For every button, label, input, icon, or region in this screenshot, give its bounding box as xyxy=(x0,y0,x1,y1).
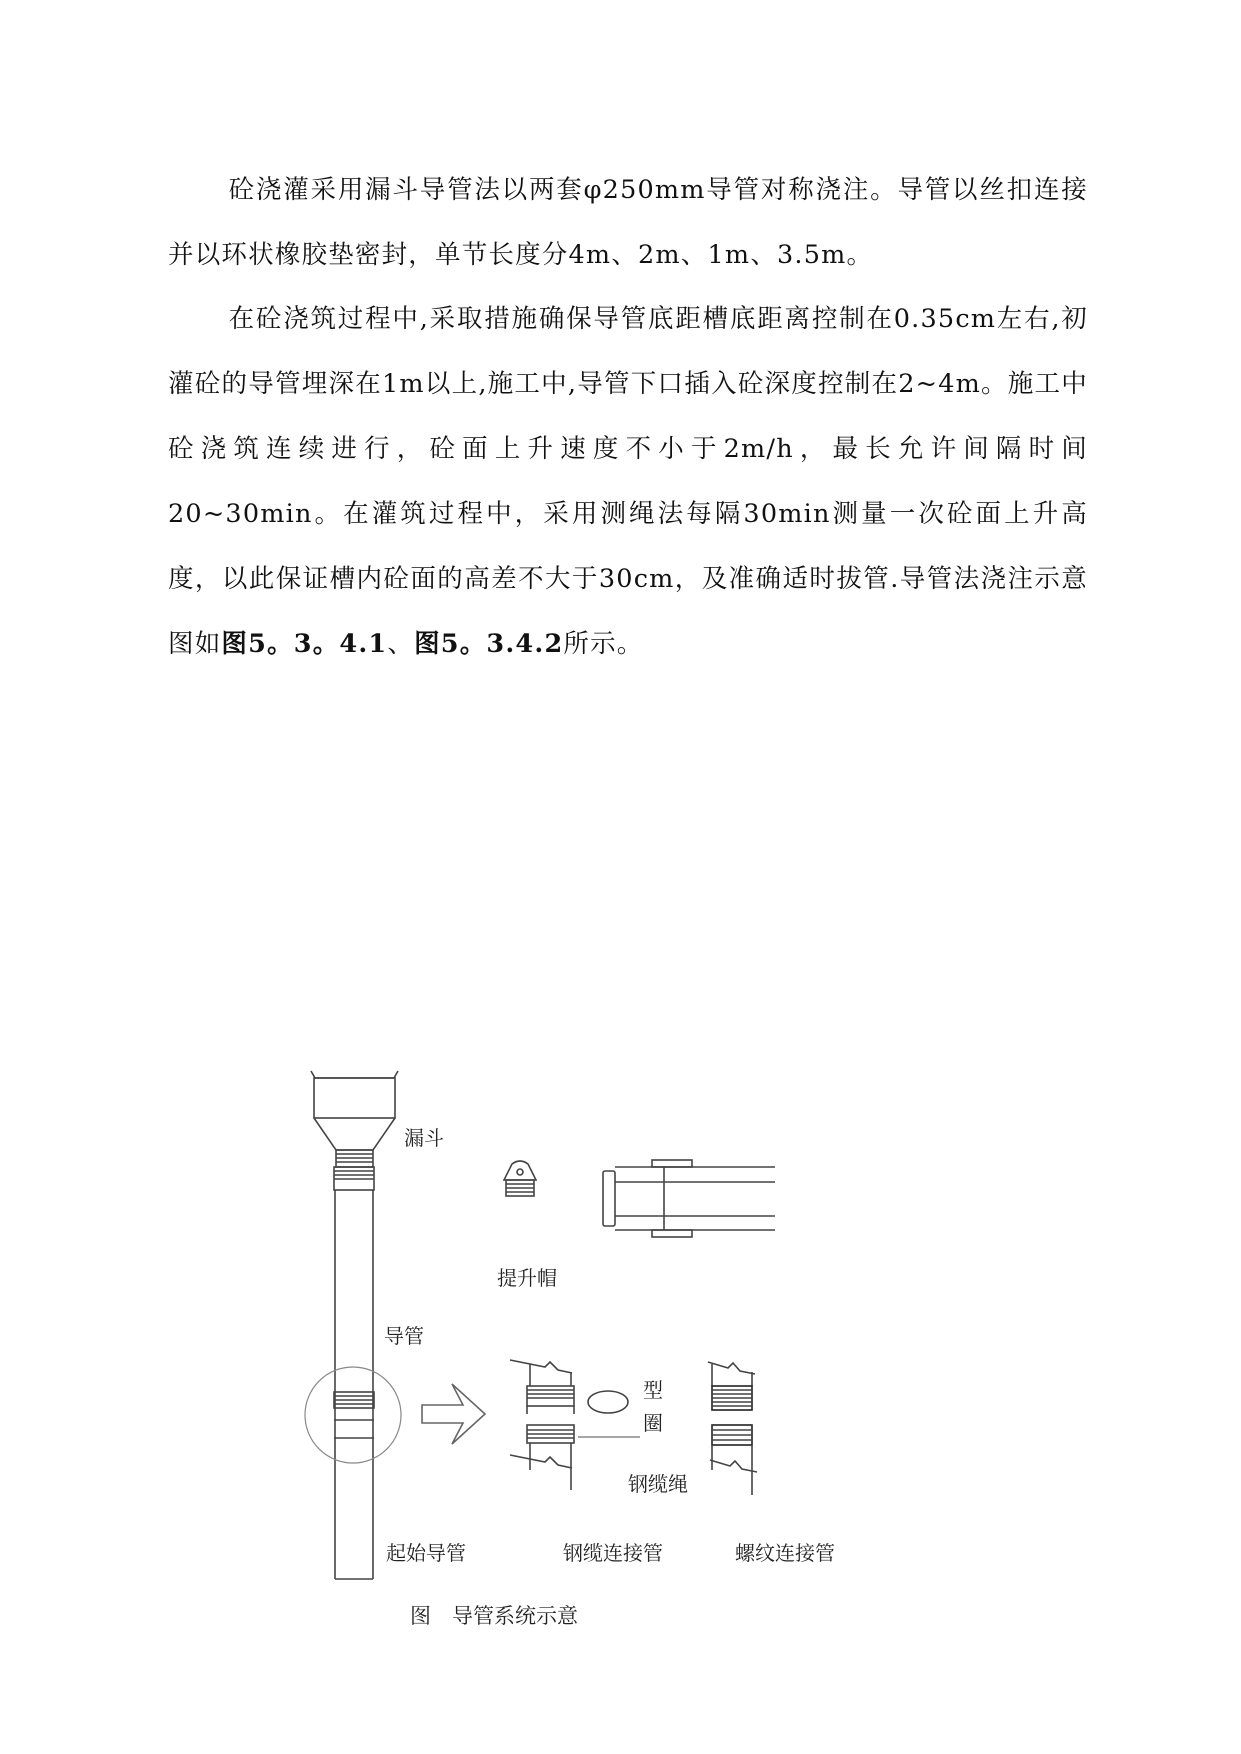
label-cable: 钢缆绳 xyxy=(628,1472,688,1496)
label-lift-cap: 提升帽 xyxy=(497,1266,557,1290)
label-ring-2: 圈 xyxy=(643,1411,663,1435)
paragraph-1-text: 砼浇灌采用漏斗导管法以两套φ250mm导管对称浇注。导管以丝扣连接并以环状橡胶垫密封，单节长度分4m、2m、1m、3.5m。 xyxy=(168,175,1088,270)
arrow-icon xyxy=(422,1384,485,1444)
figure-ref-separator: 、 xyxy=(387,629,415,659)
main-pipe-drawing xyxy=(305,1167,401,1579)
label-thread-joint: 螺纹连接管 xyxy=(735,1541,835,1565)
thread-joint-drawing xyxy=(708,1362,757,1495)
paragraph-2-tail: 所示。 xyxy=(563,629,644,659)
label-start-pipe: 起始导管 xyxy=(386,1541,466,1565)
clamp-drawing xyxy=(603,1160,775,1237)
paragraph-2-text: 在砼浇筑过程中,采取措施确保导管底距槽底距离控制在0.35cm左右,初灌砼的导管埋深在1m以上,施工中,导管下口插入砼深度控制在2~4m。施工中砼浇筑连续进行，砼面上升速度不小于2m/h，最长允许间隔时间20~30min。在灌筑过程中，采用测绳法每隔30min测量一次砼面上升高度，以此保证槽内砼面的高差不大于30cm，及准确适时拔管.导管法浇注示意图如 xyxy=(168,304,1088,659)
funnel-drawing xyxy=(311,1071,398,1167)
label-funnel: 漏斗 xyxy=(404,1126,444,1150)
figure-caption: 图 导管系统示意 xyxy=(410,1604,578,1628)
cable-joint-drawing xyxy=(510,1360,640,1490)
figure-ref-1: 图5。3。4.1 xyxy=(221,629,388,659)
label-pipe: 导管 xyxy=(384,1324,424,1348)
lift-cap-drawing xyxy=(504,1161,536,1196)
label-cable-joint: 钢缆连接管 xyxy=(563,1541,663,1565)
figure-ref-2: 图5。3.4.2 xyxy=(414,629,564,659)
label-ring-1: 型 xyxy=(643,1378,663,1402)
